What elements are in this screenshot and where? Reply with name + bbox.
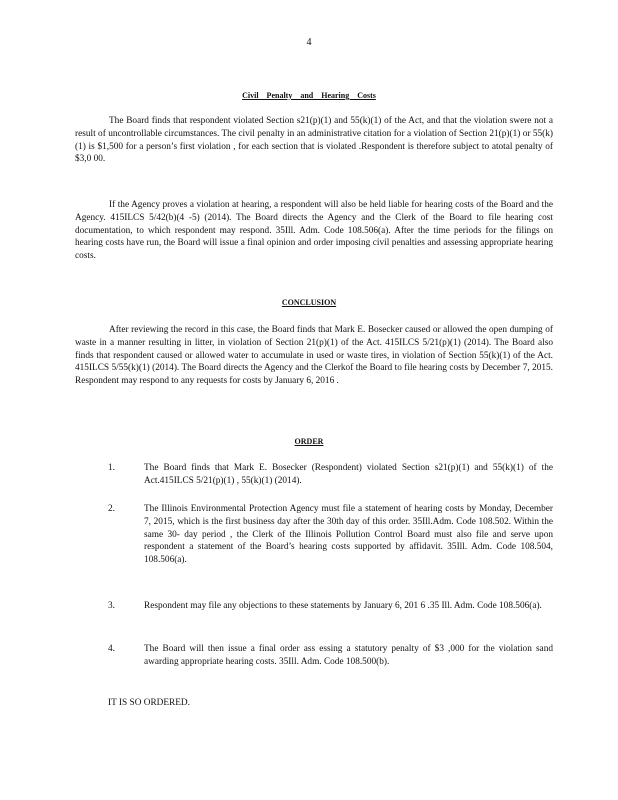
page-number: 4 <box>306 37 312 48</box>
section-heading-penalty: Civil Penalty and Hearing Costs <box>242 91 376 100</box>
closing-statement: IT IS SO ORDERED. <box>108 698 190 708</box>
paragraph-penalty: The Board finds that respondent violated Section s21(p)(1) and 55(k)(1) of the Act, and that the violation swere not a result of uncontrollable circumstances. The civil penalty in an administrative citation for a violation of Section 21(p)(1) or 55(k)(1) is $1,500 for a person’s first violation , for each section that is violated .Respondent is therefore subject to atotal penalty of $3,0 00. <box>75 116 553 165</box>
section-heading-conclusion: CONCLUSION <box>281 298 337 307</box>
order-item-text: The Illinois Environmental Protection Agency must file a statement of hearing costs by Monday, December 7, 2015, which is the first business day after the 30th day of this order. 35Ill.Adm. Code 108.502. Within the same 30- day period , the Clerk of the Illinois Pollution Control Board must also file and serve upon respondent a statement of the Board’s hearing costs supported by affidavit. 35Ill. Adm. Code 108.504, 108.506(a). <box>144 504 553 566</box>
order-item-number: 4. <box>108 644 115 654</box>
order-item-text: Respondent may file any objections to these statements by January 6, 201 6 .35 Ill. Adm. Code 108.506(a). <box>144 601 542 611</box>
order-item-number: 3. <box>108 601 115 611</box>
order-item-number: 2. <box>108 504 115 514</box>
order-item-text: The Board finds that Mark E. Bosecker (Respondent) violated Section s21(p)(1) and 55(k)(1) of the Act.415ILCS 5/21(p)(1) , 55(k)(1) (2014). <box>144 463 553 486</box>
order-item-text: The Board will then issue a final order ass essing a statutory penalty of $3 ,000 for the violation sand awarding appropriate hearing costs. 35Ill. Adm. Code 108.500(b). <box>144 644 553 667</box>
order-item-number: 1. <box>108 463 115 473</box>
section-heading-order: ORDER <box>294 437 324 446</box>
paragraph-conclusion: After reviewing the record in this case, the Board finds that Mark E. Bosecker caused or allowed the open dumping of waste in a manner resulting in litter, in violation of Section 21(p)(1) of the Act. 415ILCS 5/21(p)(1) (2014). The Board also finds that respondent caused or allowed water to accumulate in used or waste tires, in violation of Section 55(k)(1) of the Act. 415ILCS 5/55(k)(1) (2014). The Board directs the Agency and the Clerkof the Board to file hearing costs by December 7, 2015. Respondent may respond to any requests for costs by January 6, 2016 . <box>75 325 553 387</box>
paragraph-hearing-costs: If the Agency proves a violation at hearing, a respondent will also be held liable for hearing costs of the Board and the Agency. 415ILCS 5/42(b)(4 -5) (2014). The Board directs the Agency and the Clerk of the Board to file hearing cost documentation, to which respondent may respond. 35Ill. Adm. Code 108.506(a). After the time periods for the filings on hearing costs have run, the Board will issue a final opinion and order imposing civil penalties and assessing appropriate hearing costs. <box>75 200 553 262</box>
